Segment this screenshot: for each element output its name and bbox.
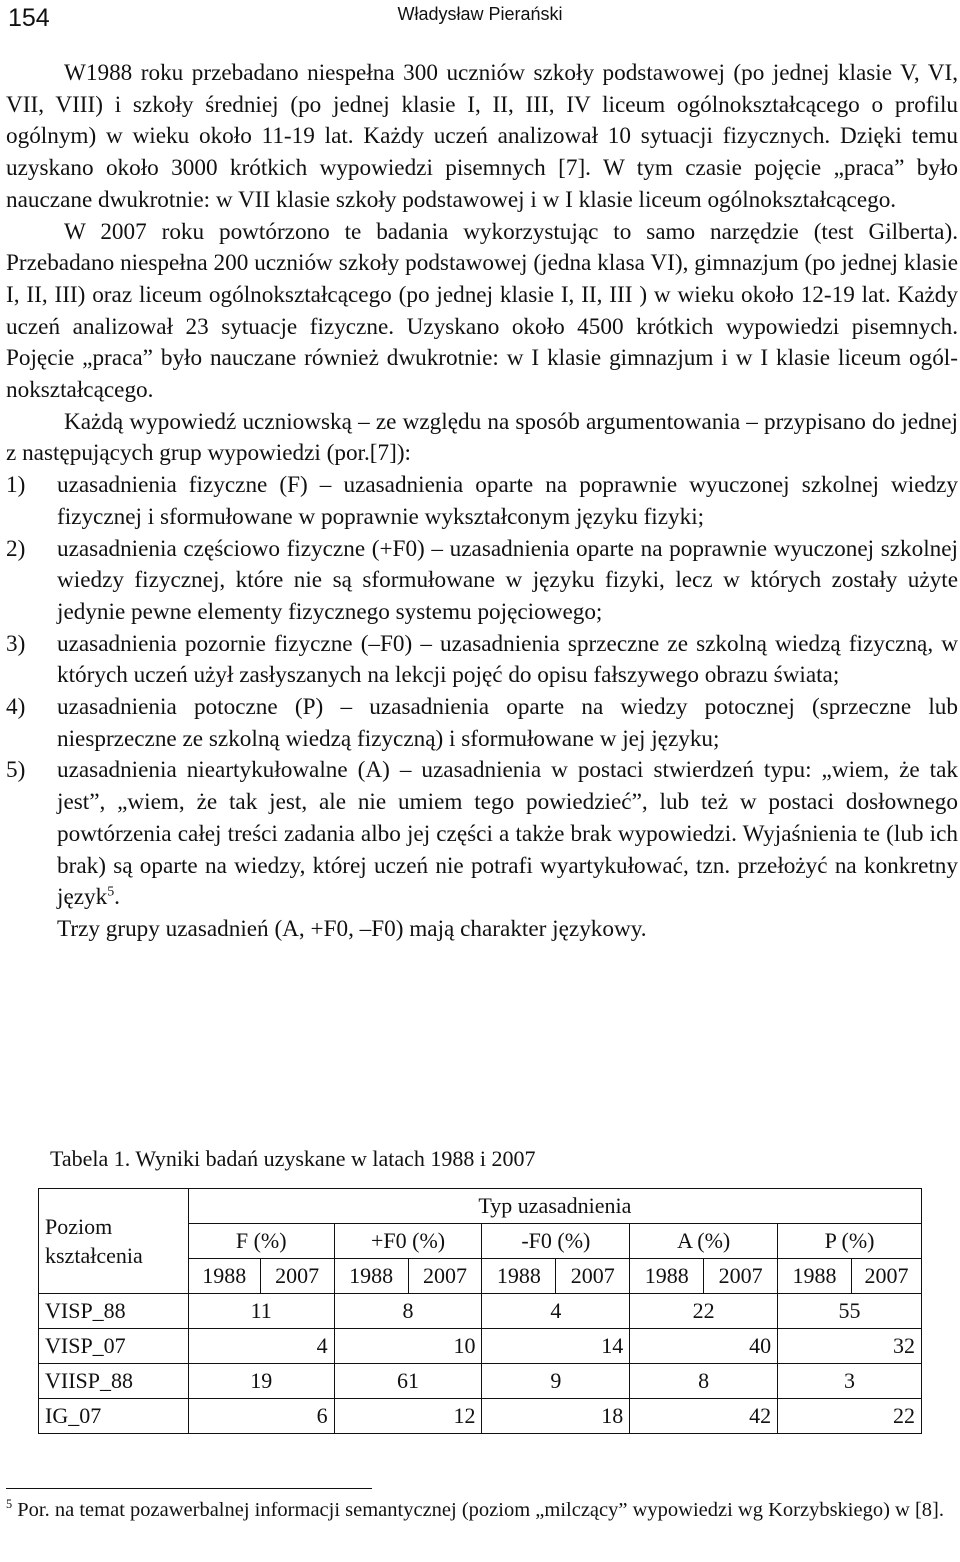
table-cell: 6 <box>188 1399 334 1434</box>
table-row <box>39 1399 922 1434</box>
list-text: uzasadnienia fizyczne (F) – uzasadnienia oparte na poprawnie wyuczonej szkolnej wiedzy fizycznej i sformułowane w poprawnie wykształconym języku fizyki; <box>57 472 958 530</box>
column-header-group: A (%) <box>630 1224 778 1259</box>
running-header-author: Władysław Pierański <box>397 4 563 24</box>
row-label: IG_07 <box>39 1399 189 1434</box>
table-cell: 42 <box>630 1399 778 1434</box>
footnote-divider <box>6 1488 372 1489</box>
sentence: Każdy uczeń analizował 10 sytuacji fizycznych. <box>363 123 841 150</box>
table-cell: 11 <box>188 1294 334 1329</box>
table-row <box>39 1294 922 1329</box>
paragraph-2007-study <box>6 217 958 407</box>
column-header-year: 1988 <box>334 1259 408 1294</box>
results-table <box>38 1188 922 1434</box>
table-caption: Tabela 1. Wyniki badań uzyskane w latach 1988 i 2007 <box>50 1146 536 1171</box>
footnote-text: Por. na temat pozawerbalnej informacji semantycznej (poziom „milczący” wypowiedzi wg Korzybskiego) w [8]. <box>12 1499 945 1521</box>
justification-types-list <box>6 470 958 914</box>
column-header-level <box>39 1189 189 1294</box>
sentence: Przebadano niespełna 200 uczniów szkoły podstawowej (jedna klasa VI), gimnazjum (po jednej klasie I, II, III) oraz liceum ogólnokształcącego (po jednej klasie I, II, III ) w wieku około 12-19 lat. Każdy uczeń analizował 23 sytuacje fizyczne. Uzyskano około 4500 krótkich wypowiedzi pisemnych. <box>6 250 958 340</box>
table-cell: 4 <box>188 1329 334 1364</box>
column-header-group: F (%) <box>188 1224 334 1259</box>
sentence: W 2007 roku powtórzono te badania wykorzystując to samo narzędzie (test Gilberta). <box>64 218 958 245</box>
table-cell: 8 <box>630 1364 778 1399</box>
table-cell: 18 <box>482 1399 630 1434</box>
row-label: VIISP_88 <box>39 1364 189 1399</box>
paragraph-classification: Każdą wypowiedź uczniowską – ze względu na sposób argumentowania – przypisano do jednej z następujących grup wypowiedzi (por.[7]): <box>6 408 958 467</box>
list-text: uzasadnienia częściowo fizyczne (+F0) – uzasadnienia oparte na poprawnie wyuczonej szkolnej wiedzy fizycznej, które nie są sformułowane w języku fizyki, lecz w których zostały użyte jedynie pewne elementy fizycznego systemu pojęciowego; <box>57 535 958 625</box>
footnote-ref: 5 <box>107 884 115 900</box>
header-text: kształcenia <box>45 1243 143 1268</box>
list-number: 4) <box>6 694 26 721</box>
table-cell: 55 <box>778 1294 922 1329</box>
column-header-year: 2007 <box>851 1259 921 1294</box>
sentence: Pojęcie „praca” było nauczane również dwukrotnie: w I klasie gimnazjum i w I klasie liceum ogólnokształcącego. <box>6 345 958 404</box>
table-cell: 10 <box>334 1329 482 1364</box>
sentence: W tym czasie pojęcie „praca” było nauczane dwukrotnie: w VII klasie szkoły podstawowej i w I klasie liceum ogólnokształcącego. <box>6 155 958 213</box>
table-cell: 3 <box>778 1364 922 1399</box>
list-text-end: . <box>114 884 120 911</box>
column-header-year: 2007 <box>260 1259 334 1294</box>
table-header-row <box>39 1189 922 1224</box>
column-header-group: P (%) <box>778 1224 922 1259</box>
table-cell: 22 <box>630 1294 778 1329</box>
column-header-group: +F0 (%) <box>334 1224 482 1259</box>
table-cell: 32 <box>778 1329 922 1364</box>
table-row <box>39 1329 922 1364</box>
sentence: Dzięki temu uzyskano około 3000 krótkich wypowiedzi pisemnych [7]. <box>6 123 959 182</box>
list-text: uzasadnienia pozornie fizyczne (–F0) – uzasadnienia sprzeczne ze szkolną wiedzą fizyczną, w których uczeń użył zasłyszanych na lekcji pojęć do opisu fałszywego obrazu świata; <box>57 630 958 689</box>
table-cell: 40 <box>630 1329 778 1364</box>
list-item <box>6 470 958 533</box>
column-header-year: 2007 <box>408 1259 482 1294</box>
column-header-type: Typ uzasadnienia <box>188 1189 921 1224</box>
list-number: 1) <box>6 472 26 499</box>
list-number: 3) <box>6 630 26 657</box>
list-text: uzasadnienia potoczne (P) – uzasadnienia oparte na wiedzy potocznej (sprzeczne lub niesprzeczne ze szkolną wiedzą fizyczną) i sformułowane w jej języku; <box>57 694 958 752</box>
paragraph-1988-study <box>6 58 958 217</box>
footnote <box>6 1497 958 1523</box>
article-body <box>6 58 958 946</box>
column-header-year: 1988 <box>630 1259 704 1294</box>
column-header-year: 1988 <box>482 1259 556 1294</box>
table-cell: 22 <box>778 1399 922 1434</box>
row-label: VISP_88 <box>39 1294 189 1329</box>
table-cell: 8 <box>334 1294 482 1329</box>
sentence: W1988 roku przebadano niespełna 300 uczniów szkoły podstawowej (po jednej klasie V, VI, VII, VIII) i szkoły średniej (po jednej klasie I, II, III, IV liceum ogólnokształcącego o profilu ogólnym) w wieku około 11-19 lat. <box>6 60 958 150</box>
table-row <box>39 1364 922 1399</box>
list-number: 2) <box>6 535 26 562</box>
column-header-year: 1988 <box>188 1259 260 1294</box>
footnote-number: 5 <box>6 1497 13 1512</box>
table-cell: 12 <box>334 1399 482 1434</box>
table-cell: 19 <box>188 1364 334 1399</box>
table-cell: 4 <box>482 1294 630 1329</box>
column-header-year: 2007 <box>704 1259 778 1294</box>
list-item <box>6 629 958 692</box>
list-item <box>6 755 958 914</box>
column-header-group: -F0 (%) <box>482 1224 630 1259</box>
row-label: VISP_07 <box>39 1329 189 1364</box>
column-header-year: 1988 <box>778 1259 852 1294</box>
table-cell: 9 <box>482 1364 630 1399</box>
table-cell: 61 <box>334 1364 482 1399</box>
closing-sentence: Trzy grupy uzasadnień (A, +F0, –F0) mają charakter językowy. <box>57 915 647 942</box>
list-item <box>6 692 958 755</box>
header-text: Poziom <box>45 1214 113 1239</box>
list-number: 5) <box>6 757 26 784</box>
column-header-year: 2007 <box>556 1259 630 1294</box>
list-item <box>6 534 958 629</box>
page-number: 154 <box>8 4 50 32</box>
table-cell: 14 <box>482 1329 630 1364</box>
list-text: uzasadnienia nieartykułowalne (A) – uzasadnienia w postaci stwierdzeń typu: „wiem, że tak jest”, „wiem, że tak jest, ale nie umiem tego powiedzieć”, lub też w postaci dosłownego powtórzenia całej treści zadania albo jej części a także brak wypowiedzi. Wyjaśnienia te (lub ich brak) są oparte na wiedzy, której uczeń nie potrafi wyartykułować, tzn. przełożyć na konkretny język <box>57 757 958 911</box>
